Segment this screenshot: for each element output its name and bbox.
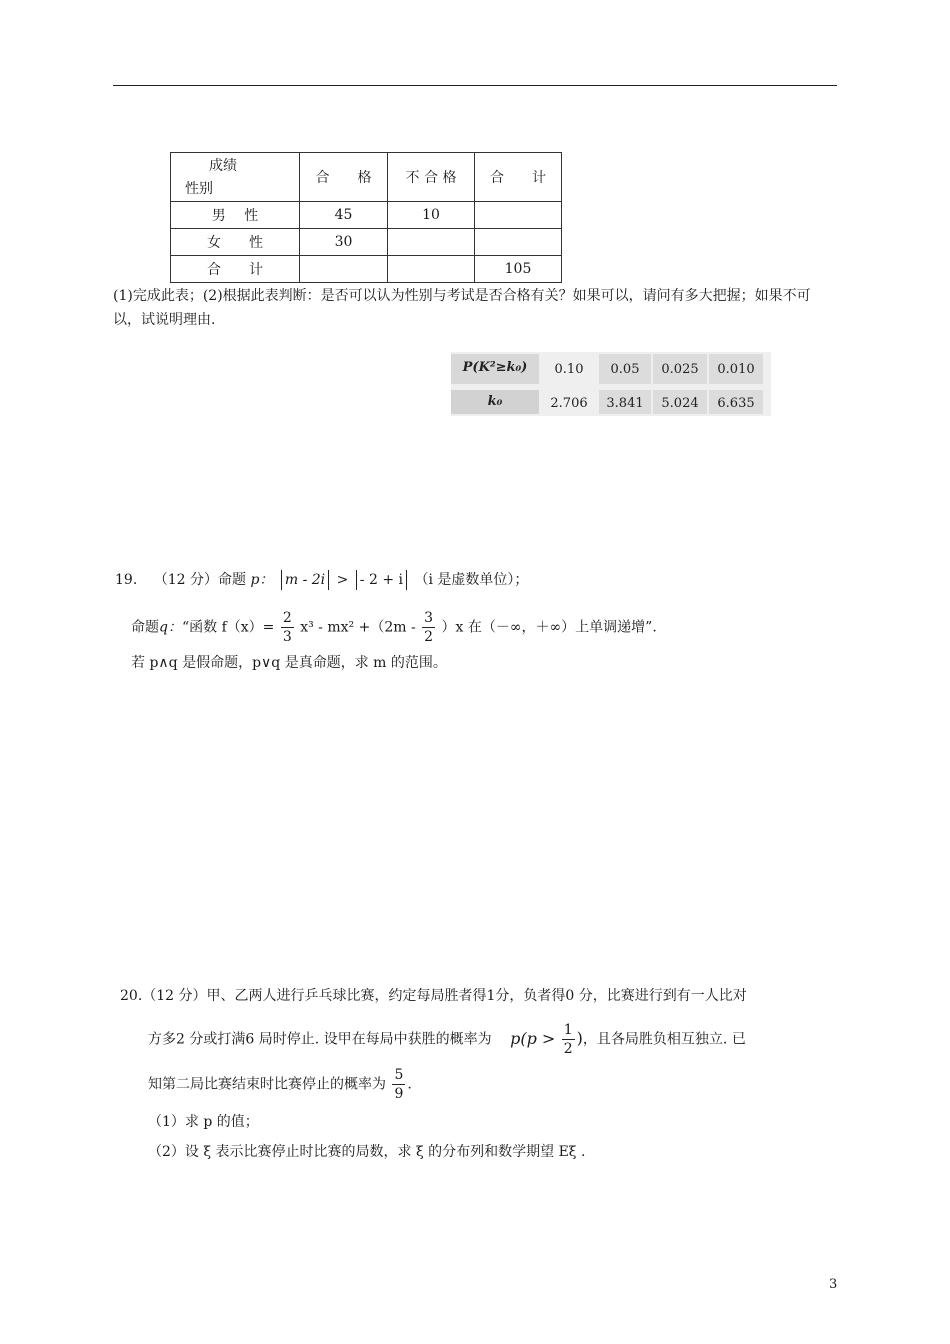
contingency-table [170,152,562,283]
q20-line2a: 方多2 分或打满6 局时停止. 设甲在每局中获胜的概率为 [148,1031,492,1048]
q19-q-text2: x³ - mx² +（2m - [300,619,416,636]
header-rule [113,85,837,86]
col-header-total: 合 计 [475,153,562,202]
q20-expr-a: p(p > [510,1028,556,1048]
q20-line2 [120,1021,840,1058]
k-table-value: 5.024 [661,396,699,411]
q20-expr-b: ) [576,1028,583,1048]
frac-den: 2 [563,1041,573,1057]
q19-gt: > [336,572,349,588]
question-20 [120,985,840,1161]
q20-line3a: 知第二局比赛结束时比赛停止的概率为 [148,1076,386,1093]
q19-abs1: m - 2i [284,572,326,588]
frac-den: 2 [424,629,434,645]
k-table-value: 6.635 [717,396,755,411]
abs-bar [281,570,282,590]
abs-bar [406,570,407,590]
abs-bar [356,570,357,590]
question-number: 19. [115,572,138,588]
question-19 [115,569,657,672]
frac-num: 2 [282,610,292,626]
table-row [171,229,562,256]
k-table-value: 0.025 [661,362,699,377]
q20-sub2: （2）设 ξ 表示比赛停止时比赛的局数，求 ξ 的分布列和数学期望 Eξ . [148,1144,586,1160]
q19-p-label: p： [250,572,274,588]
table-cell: 45 [300,202,388,229]
fraction [392,1066,405,1103]
row-label: 男 性 [171,202,300,229]
table-row [171,202,562,229]
table-cell [300,256,388,283]
table-cell: 105 [475,256,562,283]
q19-line3: 若 p∧q 是假命题，p∨q 是真命题，求 m 的范围。 [131,655,447,671]
q19-score: （12 分）命题 [153,572,246,588]
q19-q-prefix: 命题 [131,619,159,636]
q19-abs2: - 2 + i [359,572,403,588]
table-cell [388,256,475,283]
table-cell: 30 [300,229,388,256]
k-table-value: 0.10 [554,362,584,377]
col-header-pass: 合 格 [300,153,388,202]
corner-bottom-label: 性别 [185,181,213,197]
fraction [422,609,435,646]
k-table-row2-label: k₀ [487,394,503,409]
q20-line1: 20.（12 分）甲、乙两人进行乒乓球比赛，约定每局胜者得1分，负者得0 分，比赛进行到有一人比对 [120,988,747,1004]
q19-q-text3: ）x 在（－∞，＋∞）上单调递增”. [441,619,657,636]
row-label: 女 性 [171,229,300,256]
k-table-value: 0.010 [717,362,755,377]
table-cell [475,229,562,256]
table-row [171,256,562,283]
k-table-value: 0.05 [610,362,640,377]
q20-line3 [120,1066,840,1103]
row-label: 合 计 [171,256,300,283]
q19-line2 [115,609,657,646]
q20-sub1: （1）求 p 的值； [148,1114,259,1130]
q19-line1 [115,569,657,595]
table-cell [475,202,562,229]
fraction [281,609,294,646]
corner-cell [171,153,300,202]
k-table-row1-label: P(K²≥k₀) [462,360,528,375]
critical-value-table [451,352,771,416]
k-table-value: 3.841 [606,396,644,411]
q20-line3b: . [407,1076,412,1093]
q19-q-text1: “函数 f（x）= [181,619,275,636]
frac-den: 3 [282,629,292,645]
table-cell: 10 [388,202,475,229]
q19-q-label: q： [159,619,182,636]
frac-num: 1 [563,1022,573,1038]
question-18-text: (1)完成此表；(2)根据此表判断：是否可以认为性别与考试是否合格有关？如果可以，请问有多大把握；如果不可以，试说明理由. [113,288,811,328]
page-number: 3 [829,1277,838,1292]
k-table-value: 2.706 [550,396,588,411]
frac-num: 5 [394,1067,404,1083]
frac-den: 9 [394,1086,404,1102]
q20-line2b: ，且各局胜负相互独立. 已 [582,1031,746,1048]
fraction [562,1021,575,1058]
table-cell [388,229,475,256]
corner-top-label: 成绩 [209,158,237,174]
abs-bar [328,570,329,590]
col-header-fail: 不 合 格 [388,153,475,202]
q19-note: （i 是虚数单位）； [414,572,529,588]
frac-num: 3 [424,610,434,626]
